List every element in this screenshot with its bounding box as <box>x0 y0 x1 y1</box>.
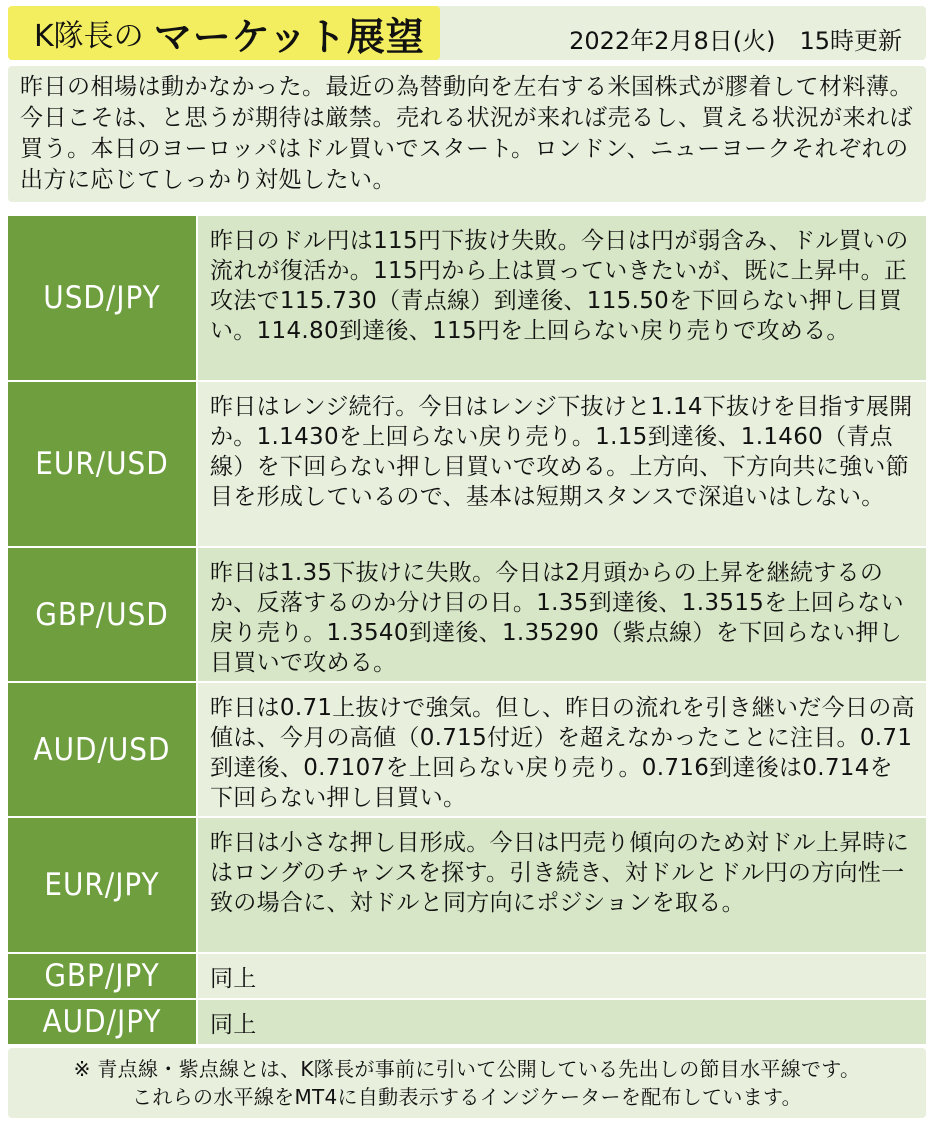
update-date: 2022年2月8日(火) 15時更新 <box>569 27 902 55</box>
table-row <box>8 216 926 382</box>
pair-description: 同上 <box>198 954 926 1000</box>
table-row <box>8 683 926 818</box>
pair-label: AUD/USD <box>8 683 196 818</box>
pair-label: USD/JPY <box>8 216 196 382</box>
pair-description: 昨日のドル円は115円下抜け失敗。今日は円が弱含み、ドル買いの流れが復活か。115円から上は買っていきたいが、既に上昇中。正攻法で115.730（青点線）到達後、115.50を下回らない押し目買い。114.80到達後、115円を上回らない戻り売りで攻める。 <box>198 216 926 382</box>
table-row <box>8 1000 926 1046</box>
footnote <box>8 1048 926 1118</box>
footnote-line-1: ※ 青点線・紫点線とは、K隊長が事前に引いて公開している先出しの節目水平線です。 <box>73 1057 861 1081</box>
page-title: マーケット展望 <box>153 13 425 59</box>
pair-description: 昨日は0.71上抜けで強気。但し、昨日の流れを引き継いだ今日の高値は、今月の高値（0.715付近）を超えなかったことに注目。0.71到達後、0.7107を上回らない戻り売り。0.716到達後は0.714を下回らない押し目買い。 <box>198 683 926 818</box>
table-row <box>8 382 926 548</box>
pair-label: AUD/JPY <box>8 1000 196 1046</box>
title-prefix: K隊長の <box>34 19 144 54</box>
pair-description: 昨日は小さな押し目形成。今日は円売り傾向のため対ドル上昇時にはロングのチャンスを探す。引き続き、対ドルとドル円の方向性一致の場合に、対ドルと同方向にポジションを取る。 <box>198 818 926 954</box>
pair-label: GBP/USD <box>8 548 196 683</box>
summary-text: 昨日の相場は動かなかった。最近の為替動向を左右する米国株式が膠着して材料薄。今日こそは、と思うが期待は厳禁。売れる状況が来れば売るし、買える状況が来れば買う。本日のヨーロッパはドル買いでスタート。ロンドン、ニューヨークそれぞれの出方に応じてしっかり対処したい。 <box>8 66 926 202</box>
table-row <box>8 954 926 1000</box>
pair-label: EUR/JPY <box>8 818 196 954</box>
footnote-line-2: これらの水平線をMT4に自動表示するインジケーターを配布しています。 <box>132 1085 802 1109</box>
pair-description: 同上 <box>198 1000 926 1046</box>
table-row <box>8 818 926 954</box>
title-box <box>8 6 440 60</box>
pair-description: 昨日はレンジ続行。今日はレンジ下抜けと1.14下抜けを目指す展開か。1.1430を上回らない戻り売り。1.15到達後、1.1460（青点線）を下回らない押し目買いで攻める。上方向、下方向共に強い節目を形成しているので、基本は短期スタンスで深追いはしない。 <box>198 382 926 548</box>
pair-description: 昨日は1.35下抜けに失敗。今日は2月頭からの上昇を継続するのか、反落するのか分け目の日。1.35到達後、1.3515を上回らない戻り売り。1.3540到達後、1.35290（紫点線）を下回らない押し目買いで攻める。 <box>198 548 926 683</box>
table-row <box>8 548 926 683</box>
pair-label: GBP/JPY <box>8 954 196 1000</box>
pair-label: EUR/USD <box>8 382 196 548</box>
